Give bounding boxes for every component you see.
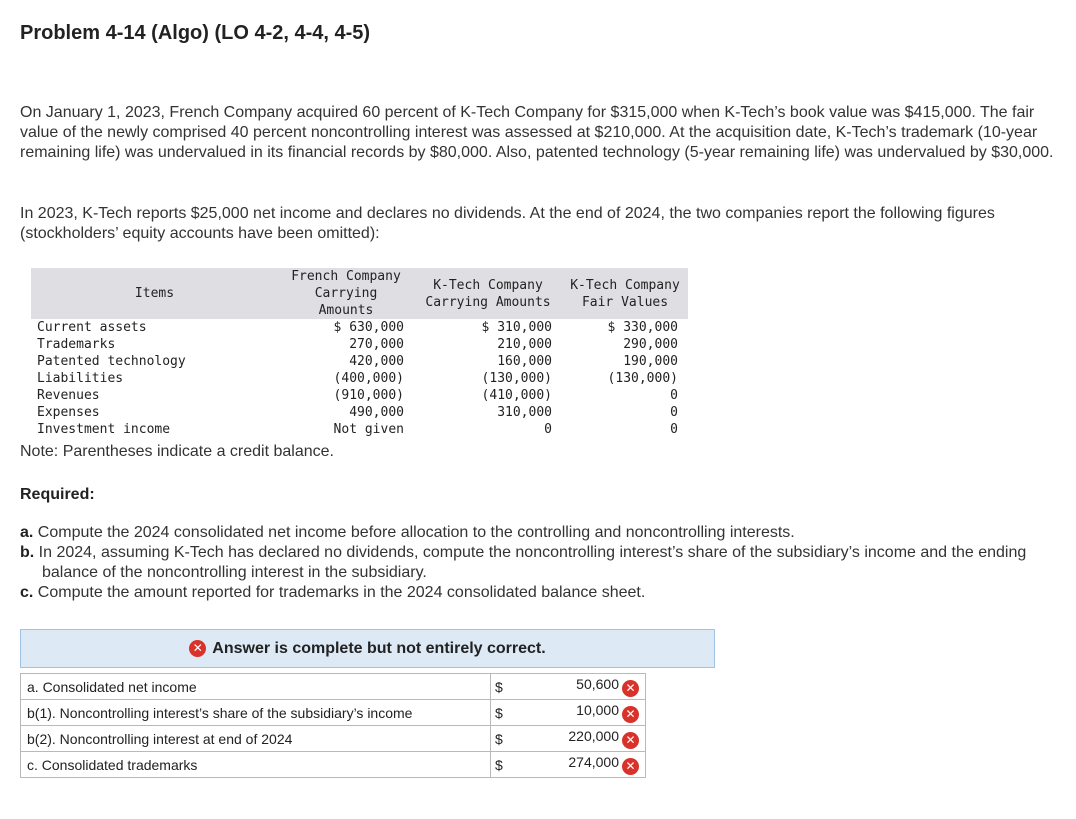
ktech-carrying-value: (130,000) <box>481 371 552 386</box>
row-label: Patented technology <box>37 354 186 369</box>
answer-currency: $ <box>491 726 520 752</box>
answer-status-banner <box>20 629 715 668</box>
figures-table-header <box>31 268 688 319</box>
answer-field-consolidated-net-income[interactable] <box>519 674 646 700</box>
answer-label: c. Consolidated trademarks <box>21 752 491 778</box>
incorrect-x-icon: ✕ <box>622 732 639 749</box>
ktech-fair-value: (130,000) <box>607 371 678 386</box>
french-value: Not given <box>333 422 404 437</box>
answer-currency: $ <box>491 674 520 700</box>
credit-balance-note: Note: Parentheses indicate a credit balance. <box>20 443 334 460</box>
incorrect-x-icon: ✕ <box>622 680 639 697</box>
question-letter: c. <box>20 584 34 601</box>
row-label: Liabilities <box>37 371 124 386</box>
ktech-carrying-value: 160,000 <box>497 354 552 369</box>
ktech-fair-value: 0 <box>670 388 678 403</box>
ktech-fair-value: 0 <box>670 422 678 437</box>
answer-field-nci-end-2024[interactable] <box>519 726 646 752</box>
row-label: Expenses <box>37 405 100 420</box>
answer-currency: $ <box>491 700 520 726</box>
french-value: (910,000) <box>333 388 404 403</box>
answer-row <box>21 752 646 778</box>
answer-row <box>21 726 646 752</box>
ktech-fair-value: 190,000 <box>623 354 678 369</box>
ktech-carrying-value: $ 310,000 <box>481 320 552 335</box>
table-row <box>31 421 688 438</box>
french-value: (400,000) <box>333 371 404 386</box>
x-circle-icon: ✕ <box>189 640 206 657</box>
answer-field-consolidated-trademarks[interactable] <box>519 752 646 778</box>
incorrect-x-icon: ✕ <box>622 706 639 723</box>
ktech-carrying-value: 210,000 <box>497 337 552 352</box>
ktech-carrying-value: (410,000) <box>481 388 552 403</box>
header-ktech-carrying: K-Tech Company Carrying Amounts <box>414 268 562 319</box>
question-text: Compute the amount reported for trademarks in the 2024 consolidated balance sheet. <box>37 584 646 601</box>
answer-value[interactable]: 10,000 <box>576 702 619 718</box>
ktech-carrying-value: 0 <box>544 422 552 437</box>
figures-table <box>31 268 688 438</box>
row-label: Current assets <box>37 320 147 335</box>
question-letter: a. <box>20 524 34 541</box>
french-value: 270,000 <box>349 337 404 352</box>
problem-paragraph-1: On January 1, 2023, French Company acquired 60 percent of K-Tech Company for $315,000 when K-Tech’s book value was $415,000. The fair value of the newly comprised 40 percent noncontrolling interest was assessed at $210,000. At the acquisition date, K-Tech’s trademark (10-year remaining life) was undervalued in its financial records by $80,000. Also, patented technology (5-year remaining life) was undervalued by $30,000. <box>20 104 1054 161</box>
answer-status-text: Answer is complete but not entirely correct. <box>212 639 546 657</box>
ktech-carrying-value: 310,000 <box>497 405 552 420</box>
ktech-fair-value: 0 <box>670 405 678 420</box>
table-row <box>31 370 688 387</box>
header-items: Items <box>31 268 278 319</box>
table-row <box>31 387 688 404</box>
ktech-fair-value: $ 330,000 <box>607 320 678 335</box>
answer-value[interactable]: 50,600 <box>576 676 619 692</box>
answer-value[interactable]: 274,000 <box>568 754 619 770</box>
answer-currency: $ <box>491 752 520 778</box>
table-row <box>31 319 688 336</box>
row-label: Trademarks <box>37 337 116 352</box>
answer-value[interactable]: 220,000 <box>568 728 619 744</box>
incorrect-x-icon: ✕ <box>622 758 639 775</box>
answer-field-nci-share-income[interactable] <box>519 700 646 726</box>
answer-label: b(1). Noncontrolling interest’s share of the subsidiary’s income <box>21 700 491 726</box>
question-list <box>20 523 1070 603</box>
required-heading: Required: <box>20 486 95 503</box>
question-letter: b. <box>20 544 35 561</box>
question-text: Compute the 2024 consolidated net income before allocation to the controlling and noncontrolling interests. <box>37 524 795 541</box>
question-b <box>20 543 1070 583</box>
problem-title: Problem 4-14 (Algo) (LO 4-2, 4-4, 4-5) <box>20 22 371 44</box>
answer-label: a. Consolidated net income <box>21 674 491 700</box>
answer-table <box>20 673 646 778</box>
row-label: Revenues <box>37 388 100 403</box>
ktech-fair-value: 290,000 <box>623 337 678 352</box>
table-row <box>31 353 688 370</box>
header-french-carrying: French Company Carrying Amounts <box>278 268 414 319</box>
table-row <box>31 404 688 421</box>
french-value: 420,000 <box>349 354 404 369</box>
french-value: 490,000 <box>349 405 404 420</box>
answer-row <box>21 674 646 700</box>
question-a <box>20 523 1070 543</box>
table-row <box>31 336 688 353</box>
french-value: $ 630,000 <box>333 320 404 335</box>
question-text: In 2024, assuming K-Tech has declared no dividends, compute the noncontrolling interest’s share of the subsidiary’s income and the ending balance of the noncontrolling interest in the subsidiary. <box>38 544 1027 581</box>
row-label: Investment income <box>37 422 171 437</box>
question-c <box>20 583 1070 603</box>
problem-paragraph-2: In 2023, K-Tech reports $25,000 net income and declares no dividends. At the end of 2024, the two companies report the following figures (stockholders’ equity accounts have been omitted): <box>20 205 995 242</box>
answer-row <box>21 700 646 726</box>
answer-label: b(2). Noncontrolling interest at end of 2024 <box>21 726 491 752</box>
header-ktech-fair: K-Tech Company Fair Values <box>562 268 688 319</box>
